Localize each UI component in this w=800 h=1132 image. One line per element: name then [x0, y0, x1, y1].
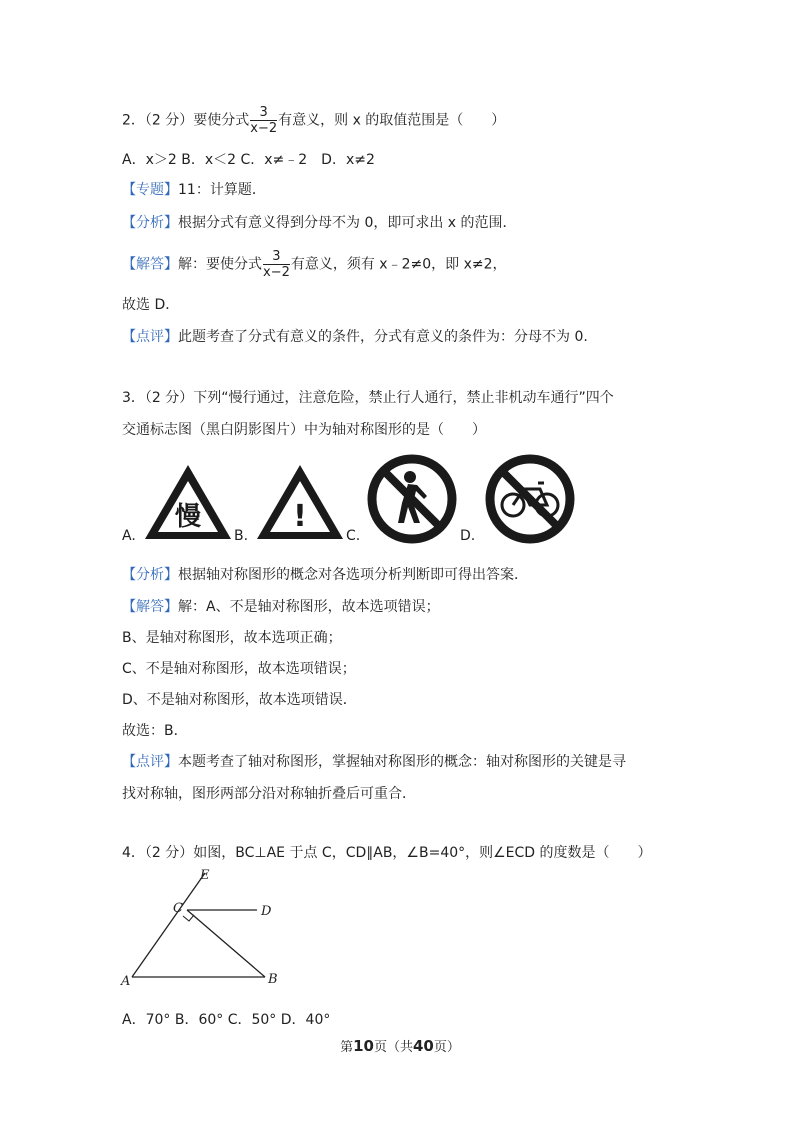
- q3-choose: 故选：B．: [122, 723, 188, 739]
- answer-tag: 【解答】: [122, 599, 178, 615]
- option-b-label: B.: [234, 528, 249, 544]
- analysis-tag: 【分析】: [122, 567, 178, 583]
- page-total: 40: [413, 1037, 434, 1055]
- q2-answer-fraction: $\frac{3}{x-2}$: [263, 249, 290, 280]
- svg-text:C: C: [173, 901, 183, 916]
- no-pedestrians-sign-icon: [366, 453, 458, 545]
- q4-options: A．70° B．60° C．50° D．40°: [122, 1012, 331, 1028]
- q3-comment-line1: 【点评】本题考查了轴对称图形，掌握轴对称图形的概念：轴对称图形的关键是寻: [122, 754, 626, 770]
- no-bicycles-sign-icon: [484, 453, 576, 545]
- q2-stem-text: 2．（2 分）要使分式: [122, 112, 250, 129]
- q3-comment-line2: 找对称轴，图形两部分沿对称轴折叠后可重合．: [122, 786, 416, 802]
- option-a-label: A.: [122, 528, 136, 544]
- q2-stem: [122, 106, 505, 135]
- q3-stem-line1: 3．（2 分）下列“慢行通过，注意危险，禁止行人通行，禁止非机动车通行”四个: [122, 390, 614, 406]
- q3-analysis: 【分析】根据轴对称图形的概念对各选项分析判断即可得出答案．: [122, 567, 528, 583]
- answer-tag: 【解答】: [122, 256, 178, 273]
- geometry-figure: [115, 865, 295, 990]
- option-d-label: D.: [460, 528, 476, 544]
- svg-text:B: B: [268, 972, 278, 987]
- option-c-label: C.: [346, 528, 361, 544]
- svg-text:慢: 慢: [174, 502, 202, 532]
- page-footer: 第10页（共40页）: [340, 1037, 460, 1055]
- q3-answer-line3: C、不是轴对称图形，故本选项错误；: [122, 661, 356, 677]
- comment-tag: 【点评】: [122, 329, 178, 345]
- q2-analysis: 【分析】根据分式有意义得到分母不为 0，即可求出 x 的范围．: [122, 215, 517, 231]
- q2-fraction: $\frac{3}{x-2}$: [250, 105, 278, 136]
- comment-tag: 【点评】: [122, 754, 178, 770]
- svg-text:D: D: [261, 904, 272, 919]
- q4-stem: 4．（2 分）如图，BC⊥AE 于点 C，CD∥AB，∠B=40°，则∠ECD 的度数是（ ）: [122, 845, 652, 861]
- svg-text:E: E: [200, 868, 210, 883]
- danger-warning-sign-icon: [254, 462, 346, 542]
- svg-text:A: A: [121, 974, 131, 989]
- q2-stem-text-after: 有意义，则 x 的取值范围是（ ）: [278, 112, 506, 129]
- slow-warning-sign-icon: [142, 462, 234, 542]
- q3-stem-line2: 交通标志图（黑白阴影图片）中为轴对称图形的是（ ）: [122, 422, 486, 438]
- analysis-tag: 【分析】: [122, 215, 178, 231]
- page-number: 10: [353, 1037, 374, 1055]
- q2-topic: 【专题】11：计算题．: [122, 182, 266, 198]
- q3-answer-line1: 【解答】解：A、不是轴对称图形，故本选项错误；: [122, 599, 440, 615]
- q2-choose: 故选 D．: [122, 297, 180, 313]
- topic-tag: 【专题】: [122, 182, 178, 198]
- q2-answer: 【解答】解：要使分式 $\frac{3}{x-2}$ 有意义，须有 x﹣2≠0，即 x≠2，: [122, 249, 507, 280]
- q2-options: A．x＞2 B．x＜2 C．x≠﹣2 D．x≠2: [122, 152, 375, 168]
- q3-answer-line2: B、是轴对称图形，故本选项正确；: [122, 630, 342, 646]
- svg-text:!: !: [293, 499, 307, 534]
- q3-answer-line4: D、不是轴对称图形，故本选项错误．: [122, 692, 357, 708]
- q2-comment: 【点评】此题考查了分式有意义的条件，分式有意义的条件为：分母不为 0.: [122, 329, 588, 345]
